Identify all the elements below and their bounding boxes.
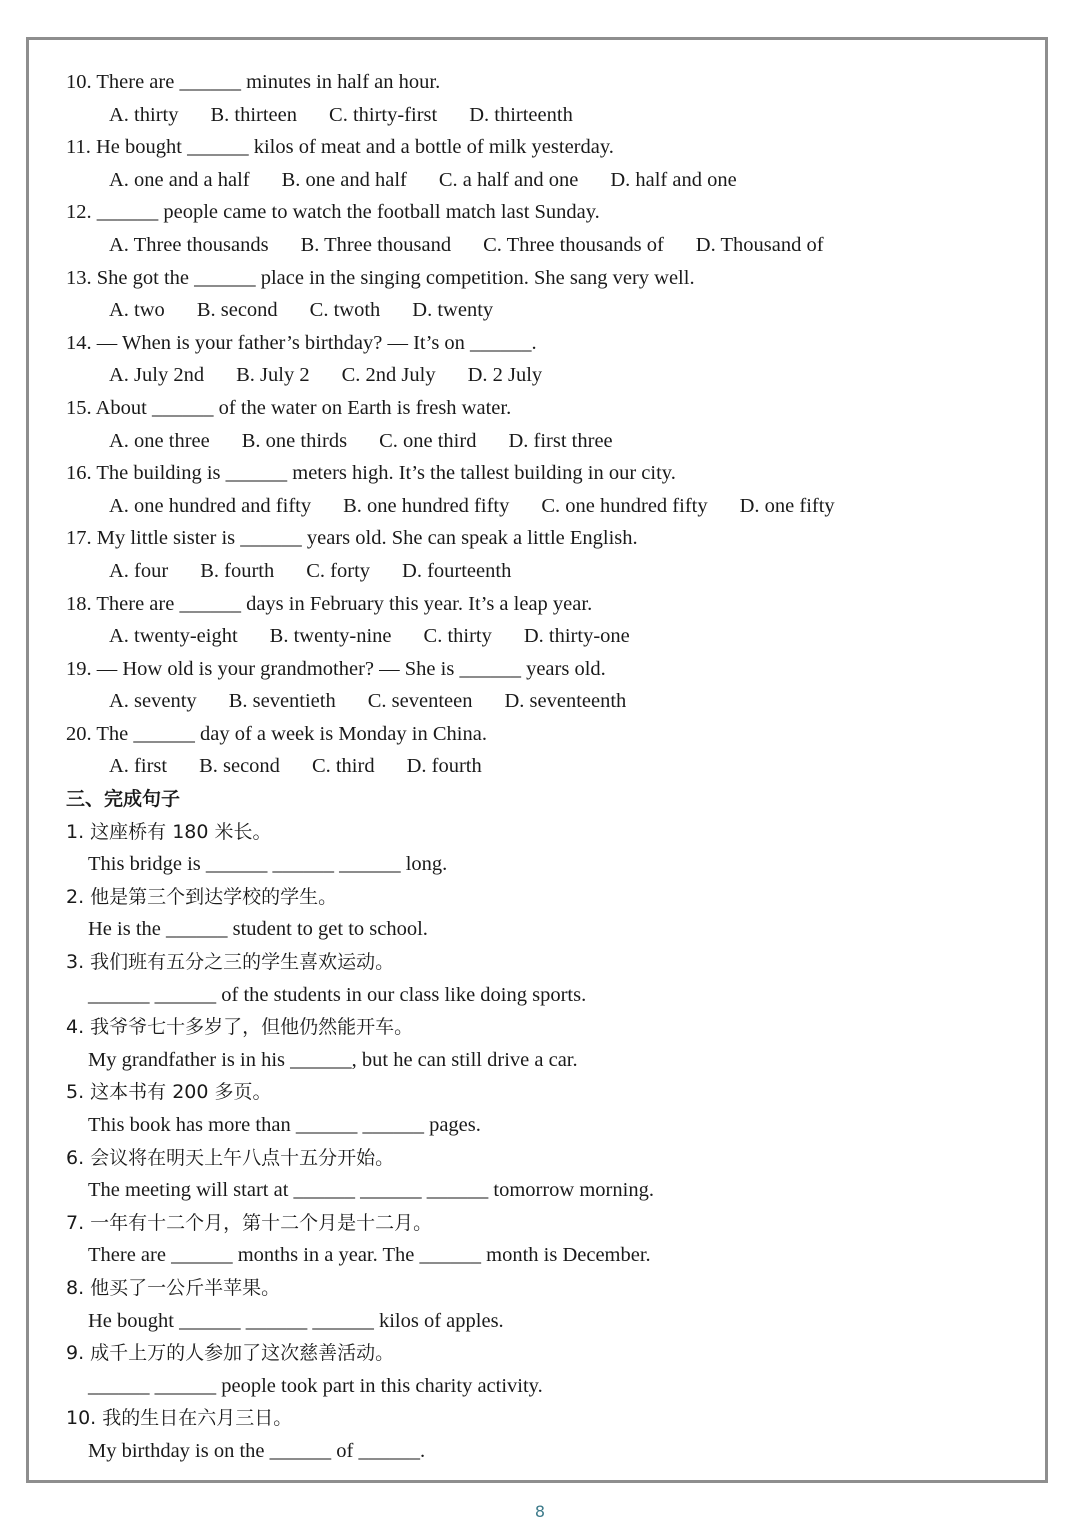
question-stem: 13. She got the ______ place in the singing competition. She sang very well. — [66, 266, 695, 289]
answer-option: B. one and half — [281, 168, 407, 191]
answer-option: C. thirty — [423, 625, 492, 648]
answer-option: B. Three thousand — [300, 233, 452, 256]
question-stem: 18. There are ______ days in February this year. It’s a leap year. — [66, 592, 593, 615]
answer-option: A. one three — [109, 429, 210, 452]
question-stem: 16. The building is ______ meters high. It’s the tallest building in our city. — [66, 462, 676, 485]
english-sentence-blank: ______ ______ people took part in this charity activity. — [88, 1374, 543, 1397]
english-sentence-blank: He bought ______ ______ ______ kilos of apples. — [88, 1309, 504, 1332]
chinese-sentence: 2. 他是第三个到达学校的学生。 — [66, 885, 338, 908]
worksheet-content — [66, 66, 1026, 1468]
answer-options — [66, 229, 1026, 262]
question-stem: 12. ______ people came to watch the football match last Sunday. — [66, 201, 600, 224]
english-sentence-blank: My grandfather is in his ______, but he can still drive a car. — [88, 1048, 578, 1071]
answer-option: C. forty — [306, 559, 371, 582]
question-stem: 20. The ______ day of a week is Monday in China. — [66, 722, 487, 745]
answer-option: D. fourth — [406, 755, 482, 778]
answer-option: B. one thirds — [241, 429, 348, 452]
answer-options — [66, 164, 1026, 197]
answer-options — [66, 294, 1026, 327]
question-stem: 11. He bought ______ kilos of meat and a bottle of milk yesterday. — [66, 136, 614, 159]
answer-options — [66, 750, 1026, 783]
answer-option: C. thirty-first — [329, 103, 438, 126]
chinese-sentence: 6. 会议将在明天上午八点十五分开始。 — [66, 1146, 395, 1169]
answer-option: C. twoth — [309, 299, 381, 322]
answer-option: B. second — [196, 299, 278, 322]
answer-options — [66, 99, 1026, 132]
english-sentence-blank: He is the ______ student to get to school. — [88, 918, 428, 941]
section-title: 三、完成句子 — [66, 788, 181, 811]
answer-option: B. fourth — [200, 559, 275, 582]
answer-option: C. one hundred fifty — [541, 494, 708, 517]
answer-option: B. July 2 — [236, 364, 310, 387]
english-sentence-blank: This bridge is ______ ______ ______ long. — [88, 853, 448, 876]
answer-options — [66, 490, 1026, 523]
chinese-sentence: 4. 我爷爷七十多岁了，但他仍然能开车。 — [66, 1016, 414, 1039]
answer-option: D. twenty — [412, 299, 494, 322]
answer-option: A. thirty — [109, 103, 179, 126]
answer-option: D. fourteenth — [402, 559, 512, 582]
question-stem: 19. — How old is your grandmother? — She is ______ years old. — [66, 657, 606, 680]
answer-option: C. seventeen — [367, 690, 473, 713]
answer-option: B. second — [199, 755, 280, 778]
answer-options — [66, 425, 1026, 458]
complete-sentences-section — [66, 816, 1026, 1468]
answer-option: D. thirty-one — [523, 625, 630, 648]
answer-option: C. third — [311, 755, 375, 778]
answer-option: A. first — [109, 755, 168, 778]
answer-option: A. one hundred and fifty — [109, 494, 312, 517]
answer-option: A. July 2nd — [109, 364, 205, 387]
english-sentence-blank: There are ______ months in a year. The ______ month is December. — [88, 1244, 651, 1267]
english-sentence-blank: My birthday is on the ______ of ______. — [88, 1439, 426, 1462]
answer-option: D. 2 July — [467, 364, 543, 387]
english-sentence-blank: This book has more than ______ ______ pages. — [88, 1114, 481, 1136]
answer-options — [66, 359, 1026, 392]
answer-option: B. seventieth — [228, 690, 336, 713]
answer-options — [66, 685, 1026, 718]
question-stem: 17. My little sister is ______ years old. She can speak a little English. — [66, 527, 638, 550]
answer-option: C. one third — [379, 429, 477, 452]
question-stem: 15. About ______ of the water on Earth is fresh water. — [66, 396, 512, 419]
answer-option: B. twenty-nine — [269, 625, 392, 648]
answer-option: D. seventeenth — [504, 690, 627, 713]
multiple-choice-section — [66, 66, 1026, 783]
chinese-sentence: 5. 这本书有 200 多页。 — [66, 1081, 272, 1104]
answer-option: D. half and one — [610, 168, 737, 191]
page-number: 8 — [534, 1502, 546, 1521]
chinese-sentence: 1. 这座桥有 180 米长。 — [66, 820, 272, 843]
answer-option: A. seventy — [109, 690, 197, 713]
answer-option: C. a half and one — [438, 168, 579, 191]
answer-options — [66, 555, 1026, 588]
answer-option: A. Three thousands — [109, 233, 269, 256]
chinese-sentence: 3. 我们班有五分之三的学生喜欢运动。 — [66, 951, 395, 974]
answer-option: A. twenty-eight — [109, 625, 238, 648]
english-sentence-blank: The meeting will start at ______ ______ ______ tomorrow morning. — [88, 1179, 654, 1202]
answer-option: B. one hundred fifty — [343, 494, 510, 517]
answer-option: C. Three thousands of — [483, 233, 664, 256]
answer-option: A. two — [109, 299, 165, 322]
english-sentence-blank: ______ ______ of the students in our class like doing sports. — [88, 983, 587, 1006]
chinese-sentence: 8. 他买了一公斤半苹果。 — [66, 1276, 281, 1299]
answer-option: D. thirteenth — [469, 103, 573, 126]
answer-option: C. 2nd July — [341, 364, 436, 387]
question-stem: 10. There are ______ minutes in half an hour. — [66, 71, 441, 93]
chinese-sentence: 9. 成千上万的人参加了这次慈善活动。 — [66, 1342, 395, 1365]
question-stem: 14. — When is your father’s birthday? — It’s on ______. — [66, 331, 537, 354]
answer-option: A. four — [109, 559, 169, 582]
answer-option: B. thirteen — [210, 103, 298, 126]
answer-options — [66, 620, 1026, 653]
answer-option: D. one fifty — [739, 494, 835, 517]
answer-option: A. one and a half — [109, 168, 250, 191]
answer-option: D. Thousand of — [695, 233, 824, 256]
answer-option: D. first three — [508, 429, 613, 452]
chinese-sentence: 10. 我的生日在六月三日。 — [66, 1407, 293, 1430]
chinese-sentence: 7. 一年有十二个月，第十二个月是十二月。 — [66, 1211, 433, 1234]
